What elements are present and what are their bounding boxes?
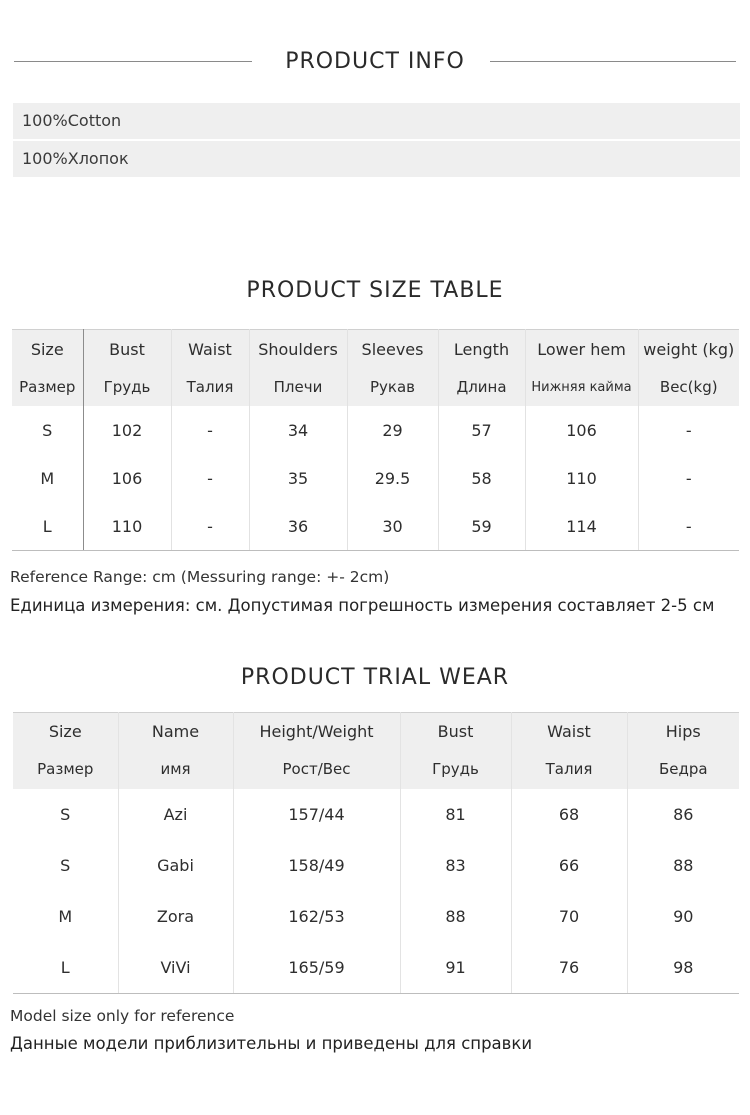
size-note-en: Reference Range: cm (Messuring range: +- 2cm) [10,568,390,586]
cell-sleeves: 29 [347,406,438,454]
header-name-ru: имя [118,749,233,789]
cell-waist: 76 [511,942,627,994]
header-lower-hem-ru: Нижняя кайма [525,368,638,406]
cell-weight: - [638,406,739,454]
size-header-row-ru [12,368,739,406]
cell-name: Azi [118,789,233,840]
table-row [13,942,739,994]
trial-header-row-en [13,713,739,750]
header-size: Size [13,713,118,750]
table-row [12,406,739,454]
cell-height-weight: 165/59 [233,942,400,994]
cell-length: 59 [438,502,525,551]
cell-bust: 83 [400,840,511,891]
cell-size: S [13,840,118,891]
cell-bust: 110 [83,502,171,551]
cell-length: 58 [438,454,525,502]
header-waist-ru: Талия [171,368,249,406]
table-row [12,502,739,551]
cell-bust: 91 [400,942,511,994]
size-table-title: PRODUCT SIZE TABLE [246,278,504,303]
table-row [13,789,739,840]
cell-waist: 70 [511,891,627,942]
header-waist: Waist [511,713,627,750]
header-waist-ru: Талия [511,749,627,789]
size-header-row-en [12,330,739,369]
trial-wear-title: PRODUCT TRIAL WEAR [240,665,510,690]
header-bust-ru: Грудь [83,368,171,406]
header-size: Size [12,330,83,369]
trial-note-ru: Данные модели приблизительны и приведены для справки [10,1034,533,1053]
cell-name: Gabi [118,840,233,891]
cell-height-weight: 157/44 [233,789,400,840]
header-weight: weight (kg) [638,330,739,369]
cell-size: M [13,891,118,942]
product-info-title: PRODUCT INFO [285,49,465,74]
cell-lower-hem: 106 [525,406,638,454]
cell-size: S [12,406,83,454]
trial-header-row-ru [13,749,739,789]
cell-bust: 88 [400,891,511,942]
cell-hips: 90 [627,891,739,942]
header-lower-hem: Lower hem [525,330,638,369]
trial-wear-table [13,712,739,994]
header-length-ru: Длина [438,368,525,406]
cell-bust: 102 [83,406,171,454]
cell-weight: - [638,502,739,551]
header-size-ru: Размер [12,368,83,406]
cell-name: ViVi [118,942,233,994]
header-size-ru: Размер [13,749,118,789]
header-height-weight-ru: Рост/Вес [233,749,400,789]
table-row [13,840,739,891]
header-height-weight: Height/Weight [233,713,400,750]
header-length: Length [438,330,525,369]
header-bust: Bust [83,330,171,369]
cell-shoulders: 36 [249,502,347,551]
cell-bust: 106 [83,454,171,502]
header-shoulders-ru: Плечи [249,368,347,406]
header-waist: Waist [171,330,249,369]
cell-height-weight: 162/53 [233,891,400,942]
cell-sleeves: 29.5 [347,454,438,502]
cell-size: M [12,454,83,502]
cell-bust: 81 [400,789,511,840]
title-rule-right [490,61,736,62]
cell-lower-hem: 114 [525,502,638,551]
cell-waist: - [171,406,249,454]
cell-size: L [12,502,83,551]
cell-name: Zora [118,891,233,942]
cell-hips: 98 [627,942,739,994]
cell-lower-hem: 110 [525,454,638,502]
material-row-ru: 100%Хлопок [13,141,740,177]
trial-note-en: Model size only for reference [10,1007,235,1025]
cell-sleeves: 30 [347,502,438,551]
header-sleeves-ru: Рукав [347,368,438,406]
cell-waist: 68 [511,789,627,840]
size-table [12,329,739,551]
cell-height-weight: 158/49 [233,840,400,891]
cell-waist: 66 [511,840,627,891]
size-note-ru: Единица измерения: см. Допустимая погрешность измерения составляет 2-5 см [10,596,715,615]
header-hips: Hips [627,713,739,750]
cell-weight: - [638,454,739,502]
header-name: Name [118,713,233,750]
cell-size: S [13,789,118,840]
header-shoulders: Shoulders [249,330,347,369]
header-bust-ru: Грудь [400,749,511,789]
material-row-en: 100%Cotton [13,103,740,139]
header-weight-ru: Вес(kg) [638,368,739,406]
cell-shoulders: 34 [249,406,347,454]
cell-waist: - [171,454,249,502]
table-row [13,891,739,942]
cell-length: 57 [438,406,525,454]
cell-hips: 88 [627,840,739,891]
table-row [12,454,739,502]
header-hips-ru: Бедра [627,749,739,789]
cell-shoulders: 35 [249,454,347,502]
header-sleeves: Sleeves [347,330,438,369]
header-bust: Bust [400,713,511,750]
cell-hips: 86 [627,789,739,840]
cell-size: L [13,942,118,994]
cell-waist: - [171,502,249,551]
